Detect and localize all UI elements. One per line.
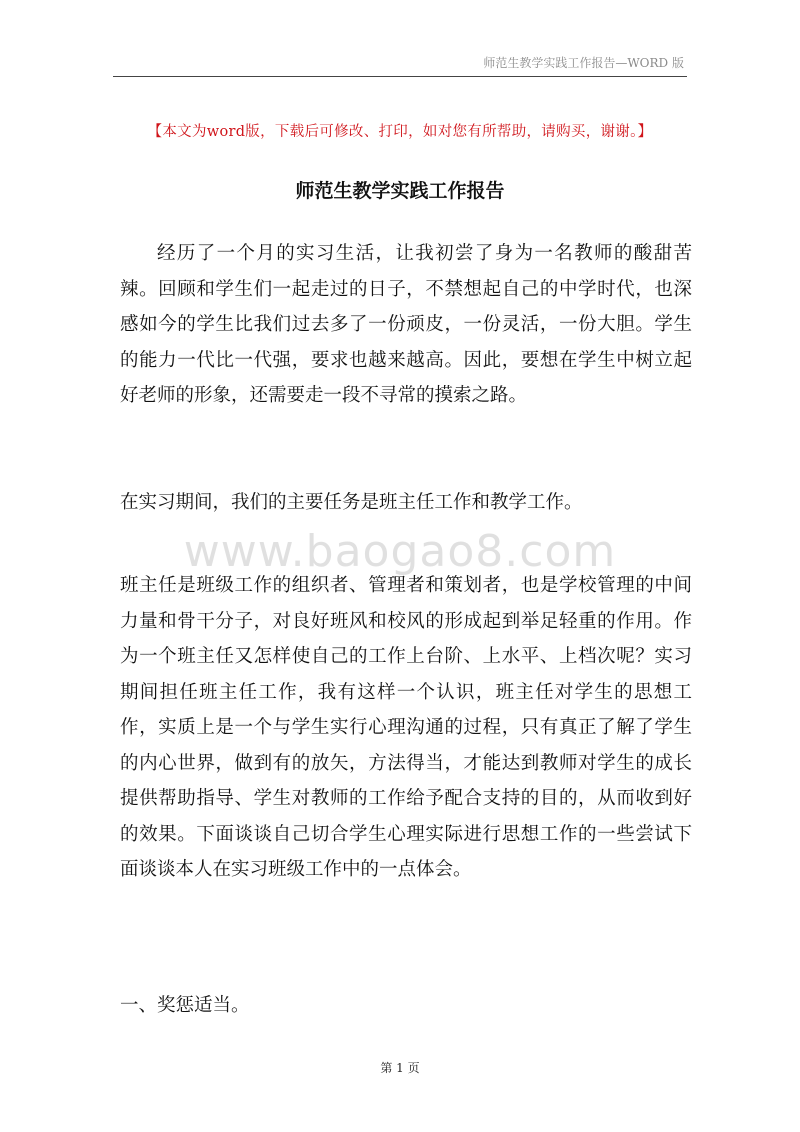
- paragraph-intro: 经历了一个月的实习生活，让我初尝了身为一名教师的酸甜苦辣。回顾和学生们一起走过的日子，不禁想起自己的中学时代，也深感如今的学生比我们过去多了一份顽皮，一份灵活，一份大胆。学生的能力一代比一代强，要求也越来越高。因此，要想在学生中树立起好老师的形象，还需要走一段不寻常的摸索之路。: [120, 243, 692, 406]
- header-divider: [113, 76, 687, 77]
- paragraph-class-teacher: 班主任是班级工作的组织者、管理者和策划者，也是学校管理的中间力量和骨干分子，对良好班风和校风的形成起到举足轻重的作用。作为一个班主任又怎样使自己的工作上台阶、上水平、上档次呢？实习期间担任班主任工作，我有这样一个认识，班主任对学生的思想工作，实质上是一个与学生实行心理沟通的过程，只有真正了解了学生的内心世界，做到有的放矢，方法得当，才能达到教师对学生的成长提供帮助指导、学生对教师的工作给予配合支持的目的，从而收到好的效果。下面谈谈自己切合学生心理实际进行思想工作的一些尝试下面谈谈本人在实习班级工作中的一点体会。: [120, 575, 692, 880]
- page-number: 第 1 页: [380, 1061, 420, 1075]
- section-heading-rewards: 一、奖惩适当。: [120, 995, 250, 1016]
- document-title: 师范生教学实践工作报告: [295, 180, 505, 202]
- watermark: www.baogao8.com: [183, 526, 617, 577]
- running-header: 师范生教学实践工作报告—WORD 版: [483, 56, 684, 70]
- paragraph-tasks: 在实习期间，我们的主要任务是班主任工作和教学工作。: [120, 492, 583, 513]
- download-notice: 【本文为word版，下载后可修改、打印，如对您有所帮助，请购买，谢谢。】: [147, 124, 653, 140]
